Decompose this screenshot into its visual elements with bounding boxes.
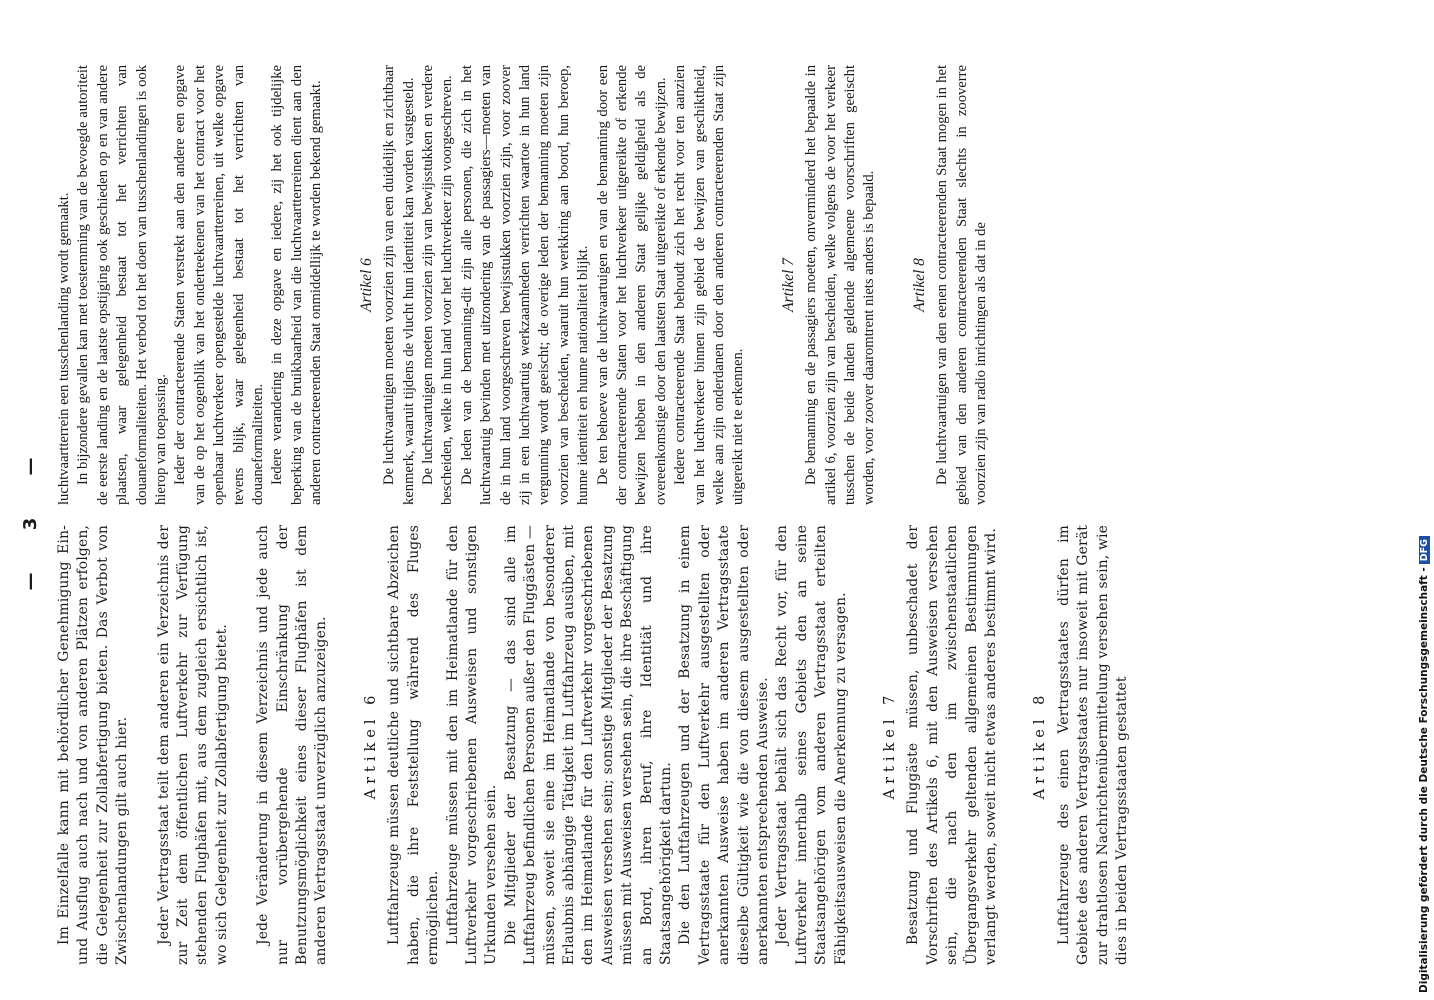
dfg-logo: DFG bbox=[1419, 536, 1430, 564]
digitization-note-text: Digitalisierung gefördert durch die Deutsche Forschungsgemeinschaft - bbox=[1418, 567, 1430, 993]
dutch-article-heading: Artikel 8 bbox=[910, 258, 928, 312]
dutch-paragraph: In bijzondere gevallen kan met toestemming van de bevoegde autoriteit de eerste landing en de laatste opstijging ook geschieden op en van andere plaatsen, waar gelegenheid bestaat tot het verrichten van douaneformaliteiten. Het verbod tot het doen van tusschenlandingen is ook hierop van toepassing. bbox=[75, 65, 170, 505]
dutch-paragraph: Iedere contracteerende Staat behoudt zich het recht voor ten aanzien van het luchtverkeer binnen zijn gebied de bewijzen van geschiktheid, welke aan zijn onderdanen door den anderen contracteerenden Staat zijn uitgereikt niet te erkennen. bbox=[672, 65, 747, 505]
dutch-paragraph: De luchtvaartuigen van den eenen contracteerenden Staat mogen in het gebied van den anderen contracteerenden Staat slechts in zooverre voorzien zijn van radio inrichtingen als dat in de bbox=[934, 65, 990, 505]
german-article-heading: Artikel 6 bbox=[362, 690, 379, 800]
german-paragraph: Jeder Vertragsstaat teilt dem anderen ein Verzeichnis der zur Zeit dem öffentlichen Luftverkehr zur Verfügung stehenden Flughäfen mit, aus dem zugleich ersichtlich ist, wo sich Gelegenheit zur Zollabfertigung bietet. bbox=[155, 525, 230, 965]
german-paragraph: Luftfahrzeuge des einen Vertragsstaates dürfen im Gebiete des anderen Vertragsstaates nur insoweit mit Gerät zur drahtlosen Nachrichtenübermittelung versehen sein, wie dies in beiden Vertragsstaaten gestattet bbox=[1055, 525, 1131, 965]
german-article-heading: Artikel 7 bbox=[882, 690, 899, 800]
german-paragraph: Luftfahrzeuge müssen mit den im Heimatlande für den Luftverkehr vorgeschriebenen Ausweisen und sonstigen Urkunden versehen sein. bbox=[444, 525, 500, 965]
rotated-document-page bbox=[20, 65, 1355, 965]
german-text-column bbox=[55, 525, 1133, 965]
dutch-article-heading: Artikel 6 bbox=[357, 258, 375, 312]
german-paragraph: Die den Luftfahrzeugen und der Besatzung in einem Vertragsstaate für den Luftverkehr ausgestellten oder anerkannten Ausweise haben im anderen Vertragsstaate dieselbe Gültigkeit wie die von diesem ausgestellten oder anerkannten entsprechenden Ausweise. bbox=[677, 525, 771, 965]
dutch-paragraph: Iedere verandering in deze opgave en iedere, zij het ook tijdelijke beperking van de bruikbaarheid van die luchtvaartterreinen dient aan den anderen contracteerenden Staat onmiddellijk te worden bekend gemaakt. bbox=[269, 65, 325, 505]
dutch-paragraph: De bemanning en de passagiers moeten, onverminderd het bepaalde in artikel 6, voorzien zijn van bescheiden, welke volgens de voor het verkeer tusschen de beide landen geldende algemeene voorschriften geeischt worden, voor zoover daaromtrent niets anders is bepaald. bbox=[803, 65, 878, 505]
german-paragraph: Im Einzelfalle kann mit behördlicher Genehmigung Ein- und Ausflug auch nach und von anderen Plätzen erfolgen, die Gelegenheit zur Zollabfertigung bieten. Das Verbot von Zwischenlandungen gilt auch hier. bbox=[56, 525, 131, 965]
dutch-paragraph: De luchtvaartuigen moeten voorzien zijn van een duidelijk en zichtbaar kenmerk, waaruit tijdens de vlucht hun identiteit kan worden vastgesteld. bbox=[381, 65, 417, 505]
dutch-paragraph: De leden van de bemanning-dit zijn alle personen, die zich in het luchtvaartuig bevinden met uitzondering van de passagiers—moeten van de in hun land voorgeschreven bewijsstukken voorzien zijn, voor zoover zij in een luchtvaartuig werkzaamheden verrichten waartoe in hun land vergunning wordt geeischt; de overige leden der bemanning moeten zijn voorzien van bescheiden, waaruit hun werkkring aan boord, hun beroep, hunne identiteit en hunne nationaliteit blijkt. bbox=[458, 65, 592, 505]
german-paragraph: Die Mitglieder der Besatzung — das sind alle im Luftfahrzeug befindlichen Personen außer den Fluggästen — müssen, soweit sie eine im Heimatlande von besonderer Erlaubnis abhängige Tätigkeit im Luftfahrzeug ausüben, mit den im Heimatlande für den Luftverkehr vorgeschriebenen Ausweisen versehen sein; sonstige Mitglieder der Besatzung müssen mit Ausweisen versehen sein, die ihre Beschäftigung an Bord, ihren Beruf, ihre Identität und ihre Staatsangehörigkeit dartun. bbox=[502, 525, 674, 965]
dutch-paragraph: De ten behoeve van de luchtvaartuigen en van de bemanning door een der contracteerende Staten voor het luchtverkeer uitgereikte of erkende bewijzen hebben in den anderen Staat gelijke geldigheid als de overeenkomstige door den laatsten Staat uitgereikte of erkende bewijzen. bbox=[594, 65, 669, 505]
german-paragraph: Luftfahrzeuge müssen deutliche und sichtbare Abzeichen haben, die ihre Feststellung während des Fluges ermöglichen. bbox=[386, 525, 442, 965]
dutch-article-heading: Artikel 7 bbox=[779, 258, 797, 312]
german-paragraph: Jeder Vertragsstaat behält sich das Recht vor, für den Luftverkehr innerhalb seines Gebiets den an seine Staatsangehörigen vom anderen Vertragsstaat erteilten Fähigkeitsausweisen die Anerkennung zu versagen. bbox=[774, 525, 849, 965]
dutch-paragraph: Ieder der contracteerende Staten verstrekt aan den andere een opgave van de op het oogenblik van het onderteekenen van het contract voor het openbaar luchtverkeer opengestelde luchtvaartterreinen, uit welke opgave tevens blijk, waar gelegenheid bestaat tot het verrichten van douaneformaliteiten. bbox=[172, 65, 267, 505]
page-number: — 3 — bbox=[20, 439, 41, 591]
german-paragraph: Besatzung und Fluggäste müssen, unbeschadet der Vorschriften des Artikels 6, mit den Ausweisen versehen sein, die nach den im zwischenstaatlichen Übergangsverkehr geltenden allgemeinen Bestimmungen verlangt werden, soweit nicht etwas anderes bestimmt wird. bbox=[905, 525, 1000, 965]
german-paragraph: Jede Veränderung in diesem Verzeichnis und jede auch nur vorübergehende Einschränkung der Benutzungsmöglichkeit eines dieser Flughäfen ist dem anderen Vertragsstaat unverzüglich anzuzeigen. bbox=[255, 525, 330, 965]
dutch-paragraph: luchtvaartterrein een tusschenlanding wordt gemaakt. bbox=[56, 192, 72, 505]
german-article-heading: Artikel 8 bbox=[1032, 690, 1049, 800]
digitization-note bbox=[1418, 536, 1430, 993]
dutch-paragraph: De luchtvaartuigen moeten voorzien zijn van bewijsstukken en verdere bescheiden, welke in hun land voor het luchtverkeer zijn voorgeschreven. bbox=[419, 65, 456, 505]
dutch-text-column bbox=[55, 65, 991, 505]
